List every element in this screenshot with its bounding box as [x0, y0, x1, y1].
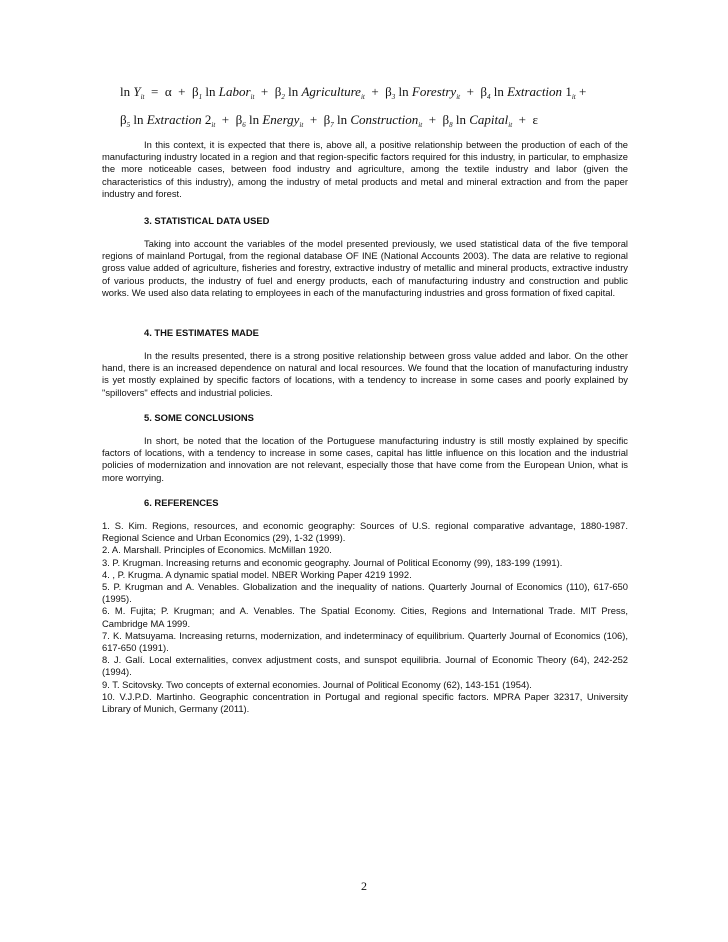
intro-paragraph: In this context, it is expected that there is, above all, a positive relationship between the production of each of the manufacturing industry located in a region and that region-specific factors required for this industry, in particular, to emphasize the more noticeable cases, between food industry and agriculture, among the textile industry and labor (given the characteristics of this industry), among the industry of metal products and metal and mineral extraction and from the paper industry and forest. [102, 139, 628, 199]
reference-item: 5. P. Krugman and A. Venables. Globalization and the inequality of nations. Quarterly Journal of Economics (110), 617-650 (1995). [102, 581, 628, 605]
reference-item: 7. K. Matsuyama. Increasing returns, modernization, and indeterminacy of equilibrium. Quarterly Journal of Economics (106), 617-650 (1991). [102, 629, 628, 654]
reference-item: 2. A. Marshall. Principles of Economics. McMillan 1920. [102, 544, 332, 556]
equation-line-1: $\ln Y_{it} = \alpha + \beta_1$ ln Labor$_{it}$ + $\beta_2$ ln Agriculture$_{it}$ + $\beta_3$ ln Forestry$_{it}$ + $\beta_4$ ln Extraction $1_{it}$ + [120, 84, 587, 101]
section-heading-references: 6. REFERENCES [144, 497, 219, 508]
reference-item: 3. P. Krugman. Increasing returns and economic geography. Journal of Political Economy (99), 183-199 (1991). [102, 556, 563, 568]
reference-list [102, 520, 628, 715]
conclusions-paragraph: In short, be noted that the location of the Portuguese manufacturing industry is still mostly explained by specific factors of locations, with a tendency to increase in some cases, capital has little influence on this location and the industrial policies of modernization and innovation are not relevant, especially those that have come from the European Union, what is more worrying. [102, 435, 628, 483]
reference-item: 10. V.J.P.D. Martinho. Geographic concentration in Portugal and regional specific factors. MPRA Paper 32317, University Library of Munich, Germany (2011). [102, 690, 628, 715]
section-heading-conclusions: 5. SOME CONCLUSIONS [144, 412, 254, 423]
reference-item: 8. J. Galí. Local externalities, convex adjustment costs, and sunspot equilibria. Journal of Economic Theory (64), 242-252 (1994). [102, 654, 628, 678]
reference-item: 4. , P. Krugma. A dynamic spatial model. NBER Working Paper 4219 1992. [102, 568, 412, 580]
estimates-paragraph: In the results presented, there is a strong positive relationship between gross value added and labor. On the other hand, there is an increased dependence on natural and local resources. We found that the location of manufacturing industry is yet mostly explained by specific factors of locations, with a tendency to increase in some cases and poorly explained by "spillovers" effects and industrial policies. [102, 350, 628, 398]
reference-item: 1. S. Kim. Regions, resources, and economic geography: Sources of U.S. regional comparative advantage, 1880-1987. Regional Science and Urban Economics (29), 1-32 (1999). [102, 520, 628, 544]
reference-item: 6. M. Fujita; P. Krugman; and A. Venables. The Spatial Economy. Cities, Regions and International Trade. MIT Press, Cambridge MA 1999. [102, 605, 628, 629]
section-heading-data: 3. STATISTICAL DATA USED [144, 215, 270, 226]
section-heading-estimates: 4. THE ESTIMATES MADE [144, 327, 259, 338]
page-number: 2 [361, 879, 367, 893]
equation-line-2: $\beta_5$ ln Extraction $2_{it} + \beta_6$ ln Energy$_{it}$ + $\beta_7$ ln Construction$_{it}$ + $\beta_8$ ln Capital$_{it}$ + ε [120, 112, 538, 129]
reference-item: 9. T. Scitovsky. Two concepts of external economies. Journal of Political Economy (62), 143-151 (1954). [102, 678, 532, 690]
data-paragraph: Taking into account the variables of the model presented previously, we used statistical data of the five temporal regions of mainland Portugal, from the regional database OF INE (National Accounts 2003). The data are relative to regional gross value added of agriculture, fisheries and forestry, extractive industry of metallic and mineral products, extractive industry of various products, the industry of fuel and energy products, each of manufacturing industry and construction and public works. We used also data relating to employees in each of the manufacturing industries and gross formation of fixed capital. [102, 238, 628, 298]
